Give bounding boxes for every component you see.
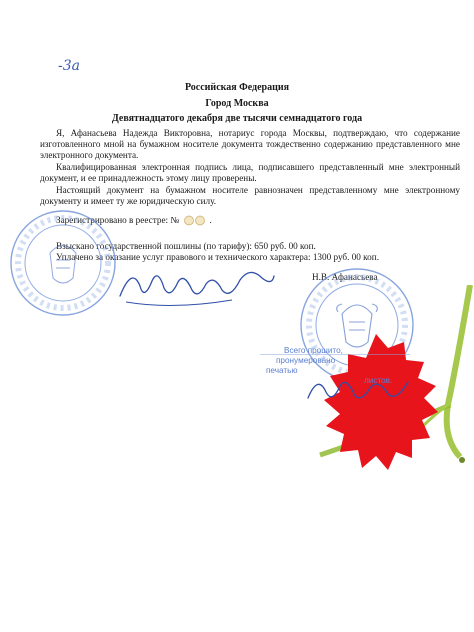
stamp-signature [304, 368, 414, 413]
stamp-line-sewn: Всего прошито, [284, 346, 343, 355]
handwritten-page-number: -3a [58, 58, 80, 74]
header-date: Девятнадцатого декабря две тысячи семнадцатого года [111, 113, 363, 124]
header-city: Город Москва [205, 98, 269, 109]
paragraph-equivalence: Настоящий документ на бумажном носителе равнозначен представленному мне электронному документу и имеет ту же юридическую силу. [40, 185, 460, 206]
stamp-line-sheets: листов. [364, 376, 393, 385]
header-country: Российская Федерация [184, 82, 290, 93]
fee-duty-line: Взыскано государственной пошлины (по тарифу): 650 руб. 00 коп. [56, 241, 316, 251]
fee-services-line: Уплачено за оказание услуг правового и технического характера: 1300 руб. 00 коп. [56, 252, 379, 262]
registry-number-seal-icon [182, 215, 208, 226]
notary-signature [112, 256, 282, 321]
notary-seal-left [8, 208, 118, 323]
stamp-line-numbered: пронумеровано [276, 356, 336, 365]
paragraph-confirmation: Я, Афанасьева Надежда Викторовна, нотариус города Москвы, подтверждаю, что содержание изготовленного мной на бумажном носителе документа тождественно содержанию представленного мне электронного документа. [40, 128, 460, 160]
notary-name: Н.В. Афанасьева [312, 272, 378, 282]
registry-suffix: . [209, 215, 212, 225]
paragraph-signature-check: Квалифицированная электронная подпись лица, подписавшего представленный мне электронный документ, и ее принадлежность этому лицу проверены. [40, 162, 460, 183]
stamp-line-sealed: печатью [266, 366, 298, 375]
registry-label: Зарегистрировано в реестре: № [56, 215, 180, 225]
